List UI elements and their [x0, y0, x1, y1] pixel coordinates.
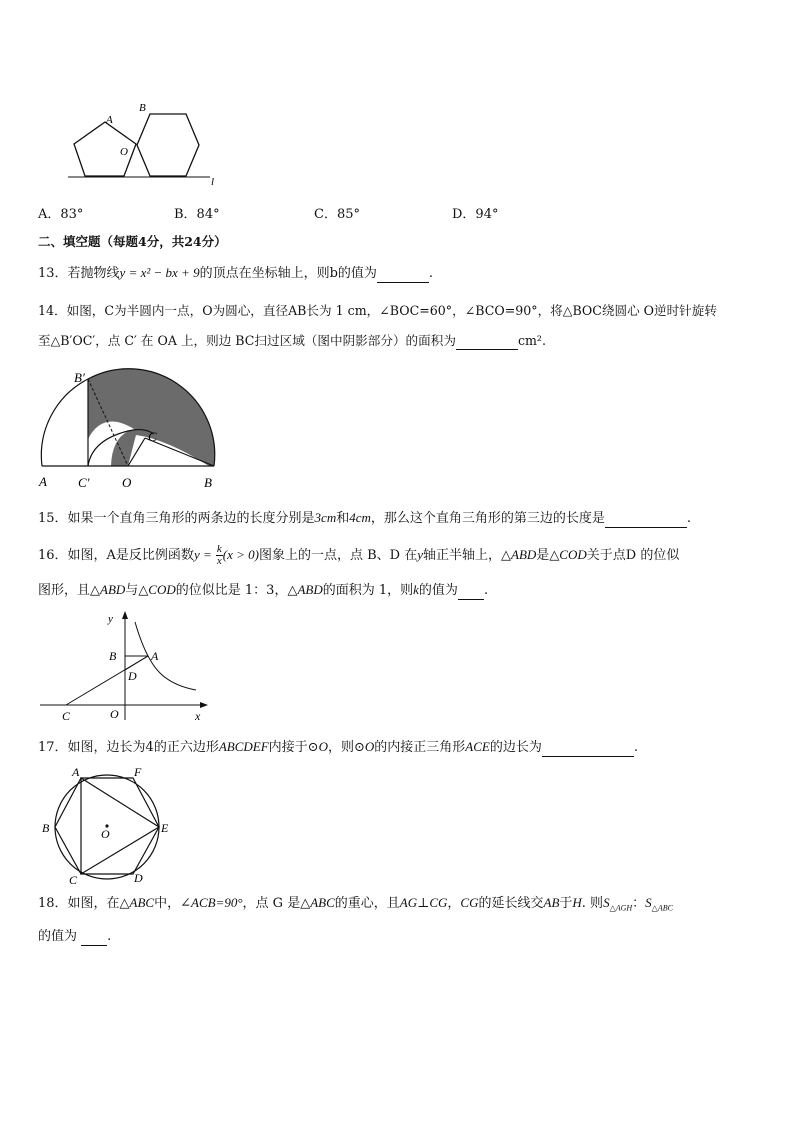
figure-pentagon-hexagon: [60, 95, 230, 190]
q16-line2-abd: △ABD: [90, 582, 126, 597]
q13-formula: y = x² − bx + 9: [119, 265, 200, 280]
q18-answer-blank: [81, 931, 107, 946]
q18-colon: ：: [632, 896, 646, 911]
q18-s2-sub: △ABC: [651, 903, 673, 913]
fig14-label-c-prime: C′: [78, 475, 90, 490]
fig17-label-c: C: [69, 873, 78, 886]
fig14-label-c: C: [148, 429, 157, 444]
fig12-label-o: O: [120, 146, 128, 158]
q14-answer-blank: [456, 335, 518, 350]
fig17-label-a: A: [72, 765, 80, 779]
q16-axis: y: [417, 547, 423, 562]
q17-circle-2: ⊙O: [353, 739, 375, 754]
q15-side-b: 4cm: [349, 510, 371, 525]
q16-line1: [38, 543, 679, 568]
q18-triangle: △ABC: [119, 895, 155, 910]
q15-end: .: [686, 511, 692, 526]
q13-suffix: 的顶点在坐标轴上，则b的值为: [199, 266, 377, 281]
question-17: [38, 738, 638, 757]
figure-hexagon-in-circle: [38, 764, 178, 886]
q12-option-c: C．85°: [314, 207, 360, 222]
q16-triangle-abd: △ABD: [501, 547, 537, 562]
q16-mid: 图象上的一点，点 B、D 在: [258, 548, 418, 563]
q17-hexagon: ABCDEF: [218, 739, 269, 754]
fig17-label-d: D: [134, 871, 143, 885]
fig16-label-x: x: [195, 709, 201, 723]
q18-prefix: 18．如图，在: [38, 896, 120, 911]
q15-and: 和: [336, 511, 350, 526]
q16-line2-d: 的面积为 1，则: [322, 583, 414, 598]
q16-rest: 关于点D 的位似: [586, 548, 680, 563]
fig12-label-l: l: [211, 176, 215, 188]
q18-end: .: [107, 929, 112, 944]
q18-mid6: 于: [559, 896, 573, 911]
q14-line1: 14．如图，C为半圆内一点，O为圆心，直径AB长为 1 cm，∠BOC=60°，∠BCO=90°，将△BOC绕圆心 O逆时针旋转: [38, 303, 717, 318]
q15-side-a: 3cm: [314, 510, 337, 525]
section-title: 二、填空题（每题4分，共24分）: [38, 234, 227, 249]
q16-fn-den: x: [216, 555, 222, 567]
q18-ab: AB: [543, 895, 560, 910]
q16-line2-c: 的位似比是 1：3，: [175, 583, 288, 598]
q17-prefix: 17．如图，边长为4的正六边形: [38, 740, 219, 755]
q18-mid2: ，点 G 是: [242, 896, 301, 911]
q15-suffix: ，那么这个直角三角形的第三边的长度是: [370, 511, 605, 526]
fig12-label-b: B: [139, 102, 146, 114]
q15-prefix: 15．如果一个直角三角形的两条边的长度分别是: [38, 511, 315, 526]
q16-line2-abd-2: △ABD: [287, 582, 323, 597]
q16-k: k: [413, 582, 419, 597]
q18-s2: S: [645, 895, 652, 910]
q16-fn-cond: (x > 0): [222, 547, 259, 562]
q16-line2-cod: △COD: [138, 582, 176, 597]
q17-suffix: 的边长为: [489, 740, 542, 755]
q17-triangle: ACE: [465, 739, 490, 754]
q18-mid5: 的延长线交: [478, 896, 544, 911]
question-15: [38, 509, 691, 528]
q14-line2-suffix: cm².: [517, 333, 546, 348]
q16-line2-a: 图形，且: [38, 583, 91, 598]
hexagon: [137, 114, 199, 176]
q16-end: .: [483, 583, 489, 598]
q16-fn-num: k: [216, 543, 222, 555]
q18-h: H: [572, 895, 582, 910]
fig14-label-b: B: [204, 475, 212, 490]
shaded-region: [88, 369, 215, 466]
q16-line2: [38, 581, 488, 600]
q13-answer-blank: [377, 268, 429, 283]
q12-option-b: B．84°: [174, 207, 220, 222]
q18-line1: [38, 894, 673, 918]
q16-fraction: [216, 544, 223, 567]
q18-s1-sub: △AGH: [609, 903, 633, 913]
q17-mid2: ，则: [327, 740, 354, 755]
fig14-label-o: O: [122, 475, 132, 490]
q14-line2: [38, 332, 546, 350]
q16-is: 是: [536, 548, 550, 563]
figure-semicircle-rotation: [36, 365, 226, 495]
q18-line2-text: 的值为: [38, 929, 78, 944]
fig16-label-o: O: [110, 707, 119, 721]
q16-line2-e: 的值为: [418, 583, 458, 598]
q16-triangle-cod: △COD: [549, 547, 587, 562]
q17-end: .: [633, 740, 638, 755]
fig17-label-b: B: [42, 821, 50, 835]
q18-s1: S: [603, 895, 610, 910]
q16-tail: 轴正半轴上，: [423, 548, 502, 563]
q12-option-d: D．94°: [452, 207, 499, 222]
fig16-label-d: D: [128, 669, 137, 683]
q18-angle: ∠ACB=90°: [180, 895, 243, 910]
fig16-label-a: A: [151, 649, 159, 663]
q17-mid: 内接于: [268, 740, 308, 755]
q16-line2-b: 与: [125, 583, 139, 598]
q17-circle: ⊙O: [307, 739, 328, 754]
fig16-label-y: y: [108, 613, 113, 625]
q13-end: .: [428, 266, 434, 281]
q18-mid7: . 则: [581, 896, 604, 911]
q18-perp: AG⊥CG: [399, 895, 448, 910]
fig17-label-e: E: [161, 821, 169, 835]
fig14-label-b-prime: B′: [74, 370, 85, 385]
q14-line2-prefix: 至△B′OC′，点 C′ 在 OA 上，则边 BC扫过区域（图中阴影部分）的面积为: [38, 333, 456, 348]
fig16-label-c: C: [62, 709, 71, 723]
q17-mid3: 的内接正三角形: [374, 740, 466, 755]
q18-mid: 中，: [154, 896, 181, 911]
fig17-label-f: F: [134, 765, 142, 779]
fig17-label-o: O: [101, 827, 110, 841]
q18-line2: [38, 928, 111, 946]
question-13: [38, 264, 433, 283]
q16-prefix: 16．如图，A是反比例函数: [38, 548, 194, 563]
q18-cg: CG: [460, 895, 479, 910]
fig14-label-a: A: [39, 474, 47, 489]
q16-fn-lhs: y =: [193, 547, 212, 562]
fig16-label-b: B: [109, 649, 117, 663]
q18-mid3: 的重心，且: [334, 896, 400, 911]
q12-option-a: A．83°: [38, 207, 84, 222]
q18-triangle-2: △ABC: [300, 895, 335, 910]
q13-prefix: 13．若抛物线: [38, 266, 120, 281]
q18-mid4: ，: [447, 896, 461, 911]
q15-answer-blank: [605, 513, 687, 528]
fig12-label-a: A: [106, 114, 113, 126]
figure-inverse-function: [36, 608, 216, 726]
q16-answer-blank: [458, 585, 484, 600]
q17-answer-blank: [542, 742, 634, 757]
